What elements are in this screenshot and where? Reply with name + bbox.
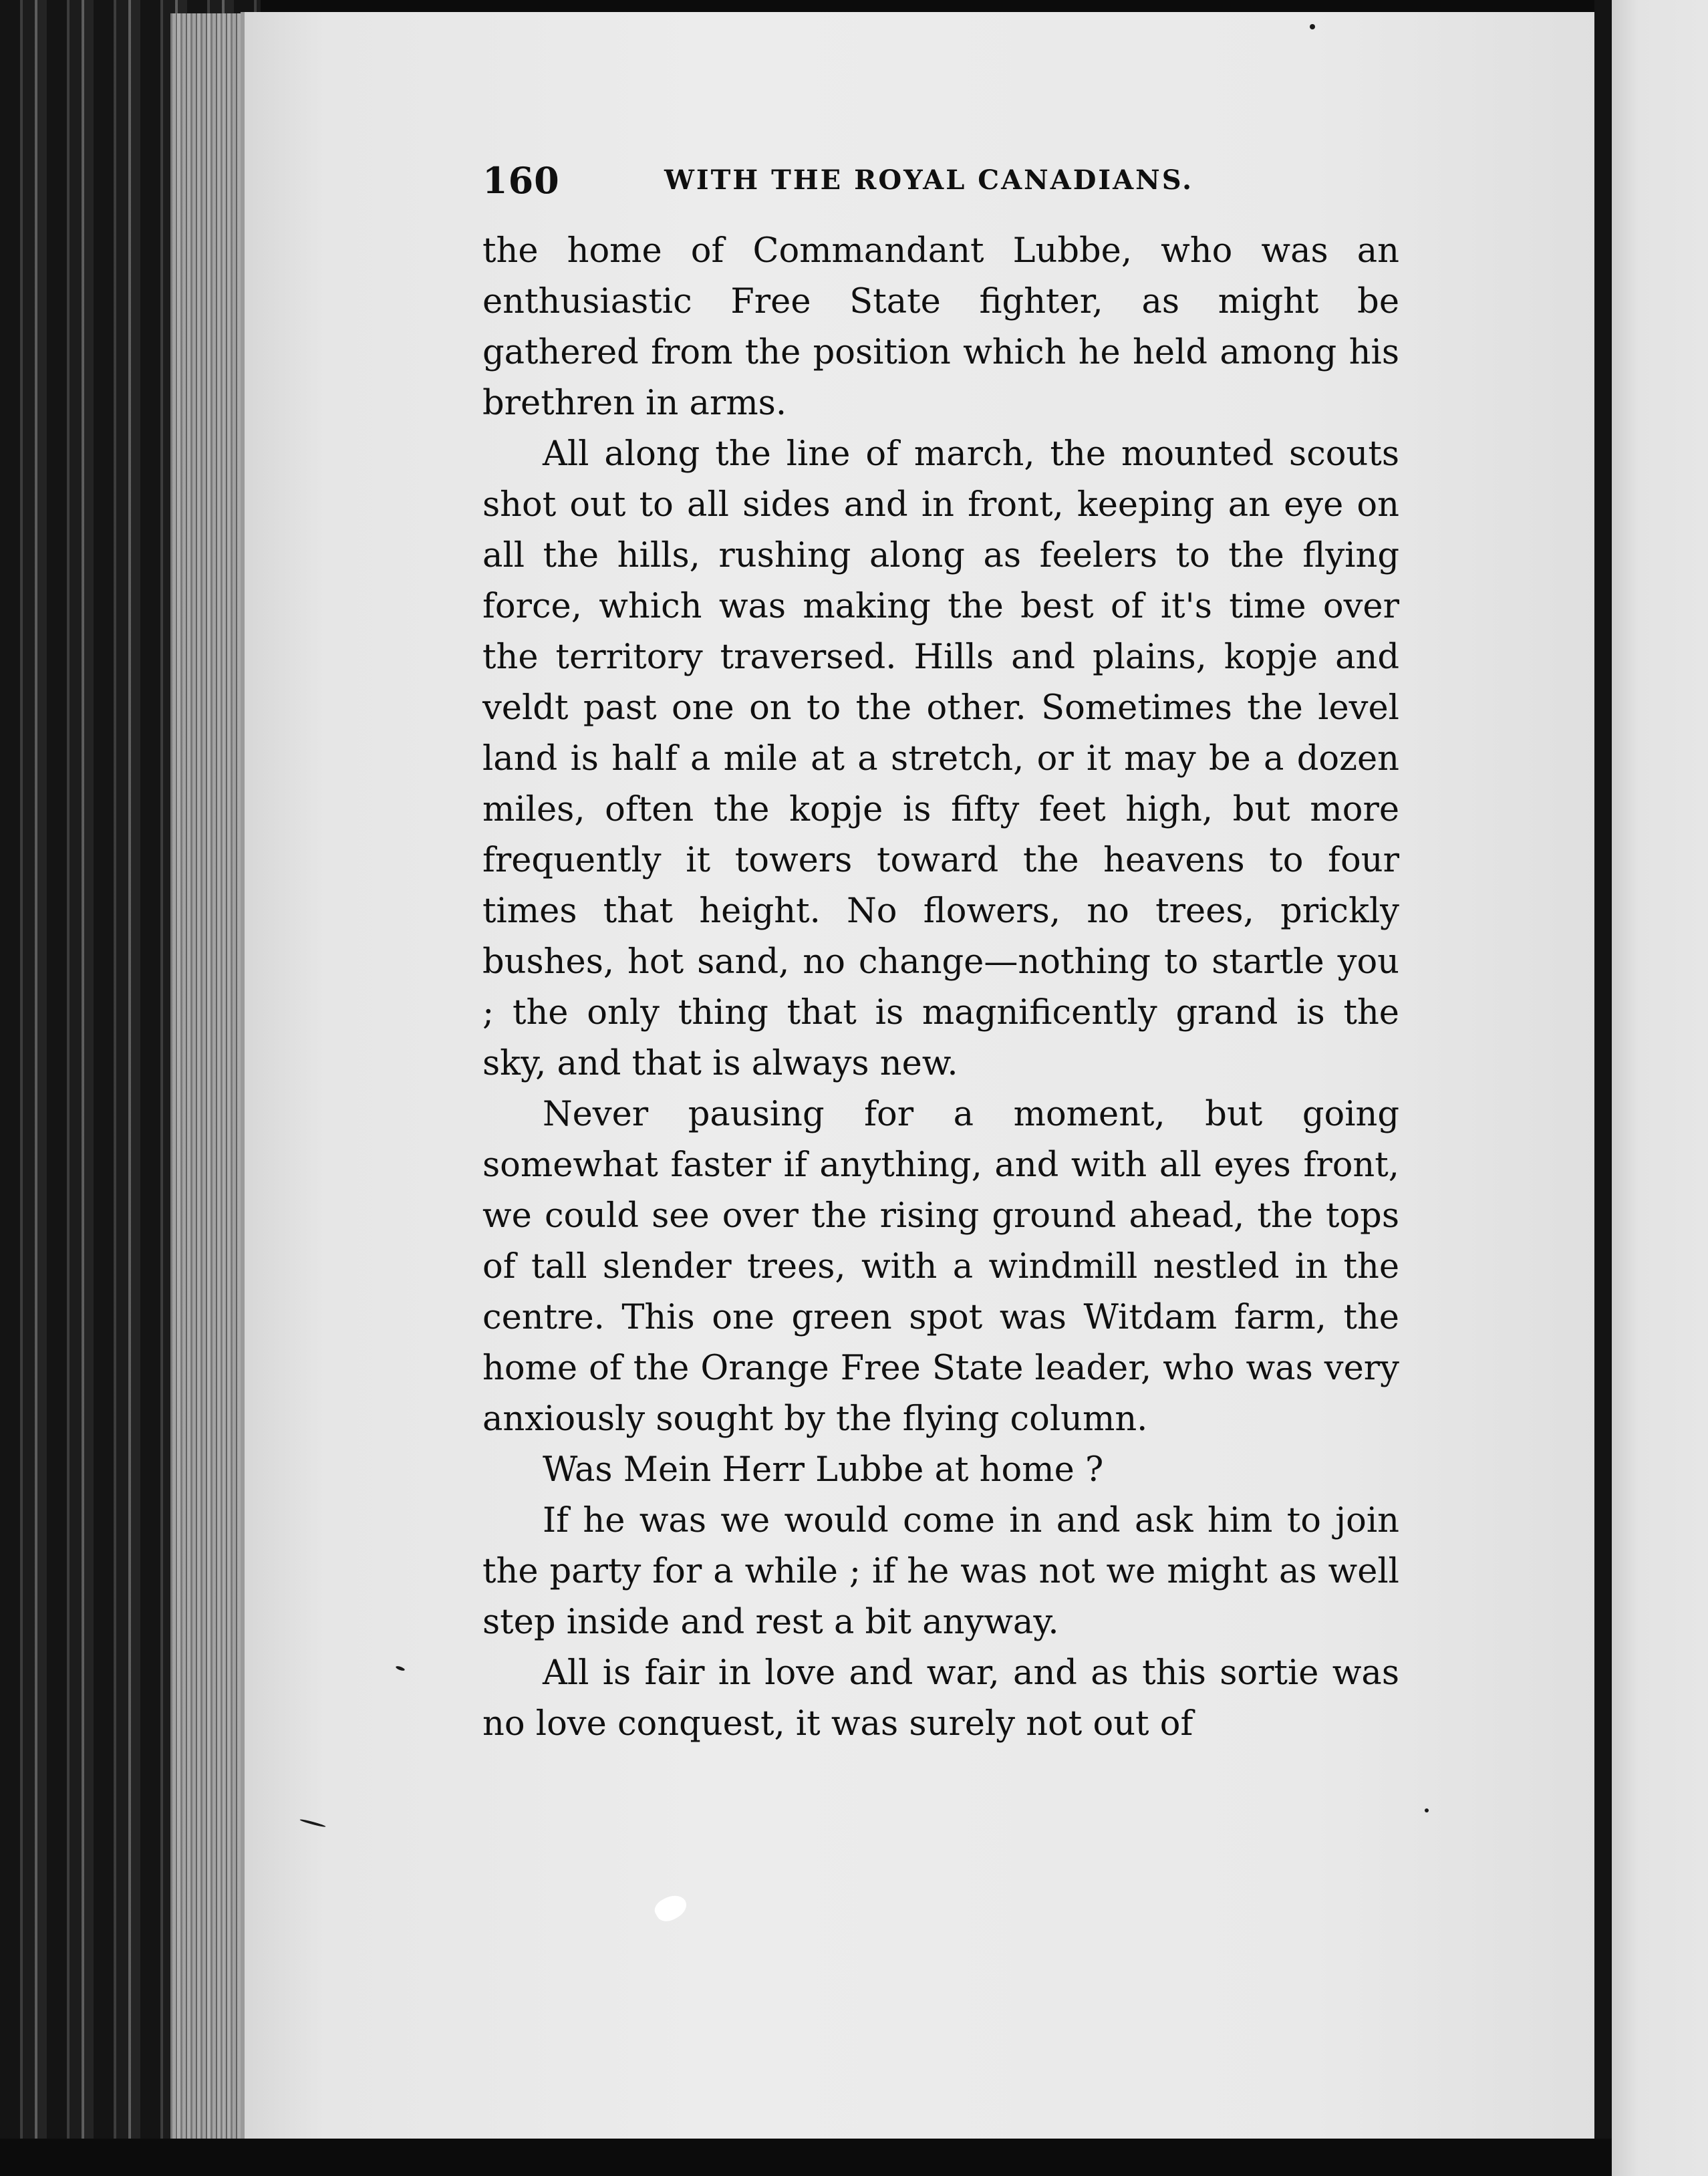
dust-speck <box>1425 1808 1429 1812</box>
next-page-edge <box>1612 0 1708 2176</box>
paragraph-question: Was Mein Herr Lubbe at home ? <box>543 1450 1104 1490</box>
dust-speck <box>1310 24 1315 29</box>
paragraph-witdam-farm: Never pausing for a moment, but going somewhat faster if anything, and with all eyes front, we could see over the rising ground ahead, the tops of tall slender trees, with a windmill nestled in the centre. This one green spot was Witdam farm, the home of the Orange Free State leader, who was very anxiously sought by the flying column. <box>482 1095 1399 1439</box>
page-text-block <box>482 152 1399 1750</box>
paragraph-love-and-war: All is fair in love and war, and as this sortie was no love conquest, it was surely not out of <box>482 1653 1399 1744</box>
running-head <box>482 152 1399 206</box>
running-head-title: WITH THE ROYAL CANADIANS. <box>664 164 1194 196</box>
paragraph-join-party: If he was we would come in and ask him to join the party for a while ; if he was not we might as well step inside and rest a bit anyway. <box>482 1501 1399 1642</box>
paragraph-continued: the home of Commandant Lubbe, who was an enthusiastic Free State fighter, as might be gathered from the position which he held among his brethren in arms. <box>482 231 1399 423</box>
scan-bottom-border <box>0 2139 1612 2176</box>
book-gutter <box>1594 0 1612 2176</box>
page-number: 160 <box>482 159 560 202</box>
paragraph-line-of-march: All along the line of march, the mounted scouts shot out to all sides and in front, keeping an eye on all the hills, rushing along as feelers to the flying force, which was making the best of it's time over the territory traversed. Hills and plains, kopje and veldt past one on to the other. Sometimes the level land is half a mile at a stretch, or it may be a dozen miles, often the kopje is fifty feet high, but more frequently it towers toward the heavens to four times that height. No flowers, no trees, prickly bushes, hot sand, no change—nothing to startle you ; the only thing that is magnificently grand is the sky, and that is always new. <box>482 434 1399 1083</box>
